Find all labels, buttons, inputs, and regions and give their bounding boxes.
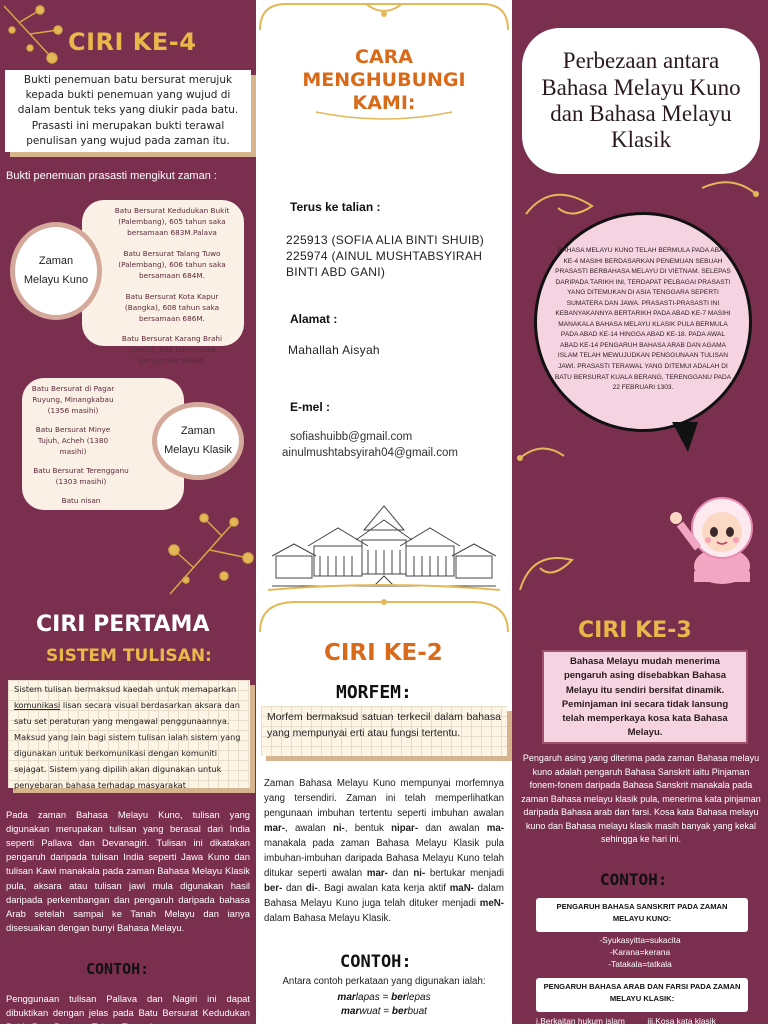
ciri-pertama-title: CIRI PERTAMA bbox=[36, 612, 210, 637]
arab-farsi-tag: PENGARUH BAHASA ARAB DAN FARSI PADA ZAMAN MELAYU KLASIK: bbox=[536, 978, 748, 1012]
para-text: dalam Bahasa Melayu Kuno juga telah dituker menjadi bbox=[264, 883, 504, 910]
example-row bbox=[256, 1006, 512, 1017]
kuno-prasasti-list bbox=[82, 200, 244, 366]
list-item: Batu Bersurat Karang Brahi (Jambi), 608 tahun saka bersamaan 686M. bbox=[121, 334, 223, 366]
badge-line: Zaman bbox=[180, 425, 216, 438]
example-text: buat bbox=[407, 1006, 427, 1017]
example-text: lapas = bbox=[355, 992, 392, 1003]
list-item: i.Berkaitan hukum islam bbox=[536, 1016, 625, 1026]
address-value: Mahallah Aisyah bbox=[288, 343, 380, 357]
pengaruh-asing-paragraph: Pengaruh asing yang diterima pada zaman Bahasa melayu kuno adalah pengaruh Bahasa Sanskrit iaitu Pinjaman fonem-fonem daripada Bahasa Sanskrit manakala pada zaman Bahasa melayu klasik pula, menerima kata pinjaman daripada Bahasa arab dan farsi. Kosa kata Bahasa melayu kuno dan Bahasa melayu klasik masih banyak yang kekal sehingga ke hari ini. bbox=[521, 753, 761, 844]
example-row bbox=[256, 992, 512, 1003]
affix: ni- bbox=[413, 868, 426, 880]
phone-numbers bbox=[286, 232, 484, 281]
prefix: ber bbox=[391, 992, 407, 1003]
affix: ni- bbox=[332, 823, 345, 835]
para-text: , bentuk bbox=[344, 823, 392, 835]
list-item: Batu Bersurat Talang Tuwo (Palembang), 606 tahun saka bersamaan 684M. bbox=[118, 248, 226, 280]
zaman-melayu-klasik-badge bbox=[152, 402, 244, 480]
prefix: mar bbox=[337, 992, 356, 1003]
email-label: E-mel : bbox=[290, 400, 331, 414]
contoh-heading: CONTOH: bbox=[86, 960, 150, 978]
morfem-paragraph bbox=[264, 776, 504, 926]
list-item: iii.Kosa kata klasik bbox=[647, 1016, 716, 1026]
list-item: Batu Bersurat di Pagar Ruyung, Minangkabau (1356 masihi) bbox=[31, 384, 115, 415]
affix: nipar- bbox=[391, 823, 419, 835]
komunikasi-link[interactable]: komunikasi bbox=[14, 699, 61, 710]
panel-ciri-ke-3 bbox=[512, 596, 768, 1024]
sanskrit-example-list bbox=[512, 934, 768, 971]
pengaruh-asing-box: Bahasa Melayu mudah menerima pengaruh asing disebabkan Bahasa Melayu itu sendiri bersifat dinamik. Peminjaman ini secara tidak lansung telah memperkaya kosa kata Bahasa Melayu. bbox=[542, 650, 748, 744]
ciri-ke-2-title: CIRI KE-2 bbox=[324, 640, 443, 666]
list-item: Batu nisan bbox=[61, 495, 101, 505]
address-label: Alamat : bbox=[290, 312, 338, 326]
contact-title-line: MENGHUBUNGI bbox=[302, 68, 466, 91]
list-item: Batu Bersurat Kedudukan Bukit (Palembang), 605 tahun saka bersamaan 683M.Palava bbox=[114, 206, 230, 237]
hijab-girl-illustration bbox=[668, 488, 764, 584]
example-text: wuat = bbox=[359, 1006, 392, 1017]
sistem-tulisan-definition bbox=[8, 680, 250, 788]
sistem-tulisan-subtitle: SISTEM TULISAN: bbox=[46, 646, 212, 666]
phone-label: Terus ke talian : bbox=[290, 200, 381, 214]
panel-ciri-pertama bbox=[0, 596, 256, 1033]
prefix: mar bbox=[341, 1006, 360, 1017]
affix: maN- bbox=[449, 883, 474, 895]
panel-ciri-ke-4 bbox=[0, 0, 256, 596]
phone-line: 225974 (AINUL MUSHTABSYIRAH bbox=[286, 249, 483, 264]
list-item: Batu Bersurat Minye Tujuh, Acheh (1380 masihi) bbox=[35, 424, 111, 456]
definition-text: Sistem tulisan bermaksud kaedah untuk memaparkan bbox=[14, 684, 237, 694]
badge-line: Zaman bbox=[38, 255, 74, 268]
email-link[interactable]: sofiashuibb@gmail.com bbox=[290, 431, 413, 443]
para-text: dan awalan bbox=[418, 823, 487, 835]
contoh-heading: CONTOH: bbox=[340, 952, 412, 972]
badge-line: Melayu Kuno bbox=[23, 274, 89, 286]
list-item: -Tatakala=tatkala bbox=[608, 959, 672, 970]
list-item: Batu Bersurat Kota Kapur (Bangka), 608 tahun saka bersamaan 686M. bbox=[124, 291, 220, 323]
para-text: dan bbox=[387, 868, 414, 880]
list-item: -Karana=kerana bbox=[609, 947, 671, 958]
gold-flower-decoration bbox=[164, 510, 256, 596]
ciri-ke-3-title: CIRI KE-3 bbox=[578, 618, 692, 643]
list-item: Batu Bersurat Terengganu (1303 masihi) bbox=[33, 465, 129, 486]
arab-example-list bbox=[536, 1016, 768, 1026]
gold-flower-decoration bbox=[0, 0, 70, 68]
para-text: dan bbox=[282, 883, 306, 895]
panel-contact bbox=[256, 0, 512, 596]
list-item: -Syukasyitta=sukacita bbox=[599, 935, 681, 945]
batu-bersurat-definition: Bukti penemuan batu bersurat merujuk kepada bukti penemuan yang wujud di dalam bentuk teks yang diukir pada batu. Prasasti ini merupakan bukti terawal penulisan yang wujud pada zaman itu. bbox=[5, 70, 251, 152]
zaman-melayu-kuno-badge bbox=[10, 222, 102, 320]
affix: ma- bbox=[486, 823, 504, 835]
ciri-ke-4-title: CIRI KE-4 bbox=[68, 28, 197, 56]
traditional-house-illustration bbox=[268, 500, 500, 592]
para-text: . Bagi awalan kata kerja aktif bbox=[317, 883, 450, 895]
phone-line: BINTI ABD GANI) bbox=[286, 265, 386, 280]
contact-title bbox=[256, 46, 512, 114]
example-text: lepas bbox=[406, 992, 431, 1003]
email-link[interactable]: ainulmushtabsyirah04@gmail.com bbox=[282, 447, 458, 460]
contact-title-line: KAMI: bbox=[352, 91, 416, 114]
para-text: Zaman Bahasa Melayu Kuno mempunyai morfemnya yang tersendiri. Zaman ini telah memperlihatkan pengunaan imbuhan tertentu seperti imbuhan awalan bbox=[264, 778, 504, 820]
para-text: dalam Bahasa Melayu Klasik. bbox=[264, 913, 392, 925]
email-list bbox=[282, 429, 458, 461]
contact-title-line: CARA bbox=[355, 46, 413, 68]
morfem-definition: Morfem bermaksud satuan terkecil dalam bahasa yang mempunyai erti atau fungsi tertentu. bbox=[261, 706, 507, 756]
definition-text: lisan secara visual berdasarkan aksara dan satu set peraturan yang mengawal penggunaannya. Maksud yang lain bagi sistem tulisan ialah sistem yang digunakan untuk berkomunikasi dengan komuniti sejagat. Sistem yang dipilih akan digunakan untuk penyebaran bahasa terhadap masyarakat bbox=[14, 699, 241, 790]
contoh-heading: CONTOH: bbox=[600, 870, 668, 889]
para-text: manakala pada zaman Bahasa Melayu Klasik pula imbuhan-imbuhan daripada Bahasa Melayu Kuno telah ditukar seperti awalan bbox=[264, 838, 504, 880]
panel-ciri-ke-2 bbox=[256, 596, 512, 1024]
affix: meN- bbox=[479, 898, 504, 910]
affix: di- bbox=[305, 883, 318, 895]
main-title-card bbox=[522, 28, 760, 174]
gold-frame-decoration bbox=[256, 596, 512, 636]
contoh-text: Penggunaan tulisan Pallava dan Nagiri ini dapat dibuktikan dengan jelas pada Batu Bersurat Kedudukan Bukit, Batu Bersurat Talang Tuwo dan bbox=[6, 993, 250, 1033]
affix: mar- bbox=[264, 823, 285, 835]
main-title: Perbezaan antara Bahasa Melayu Kuno dan Bahasa Melayu Klasik bbox=[541, 48, 741, 153]
speech-bubble-text: BAHASA MELAYU KUNO TELAH BERMULA PADA ABAD KE-4 MASIHI BERDASARKAN PENEMUAN SEBUAH PRASASTI BERBAHASA MELAYU DI VIETNAM. SELEPAS DARIPADA TARIKH INI, TERDAPAT PELBAGAI PRASASTI YANG DITEMUKAN DI ASIA TENGGARA SEPERTI SUMATERA DAN JAWA. PRASASTI-PRASASTI INI KEBANYAKANNYA BERTARIKH PADA ABAD KE-7 MASIHI MANAKALA BAHASA MELAYU KLASIK PULA BERMULA PADA ABAD KE-14 HINGGA ABAD KE-18. PADA AWAL ABAD KE-14 PENGARUH BAHASA ARAB DAN AGAMA ISLAM TELAH MEWUJUDKAN PENGGUNAAN TULISAN JAWI. PRASASTI TERAWAL YANG DITEMUI ADALAH DI BATU BERSURAT KUALA BERANG, TERENGGANU PADA 22 FEBRUARI 1303. bbox=[554, 247, 732, 392]
affix: mar- bbox=[366, 868, 388, 880]
affix: ber- bbox=[264, 883, 283, 895]
badge-line: Melayu Klasik bbox=[164, 444, 232, 456]
prasasti-heading: Bukti penemuan prasasti mengikut zaman : bbox=[6, 170, 217, 182]
contoh-intro: Antara contoh perkataan yang digunakan ialah: bbox=[282, 976, 486, 987]
morfem-heading: MORFEM: bbox=[336, 682, 412, 703]
sistem-tulisan-paragraph: Pada zaman Bahasa Melayu Kuno, tulisan yang digunakan merupakan tulisan yang berasal dari India seperti Pallava dan Devanagiri. Tulisan ini dikatakan pengaruh daripada tulisan India seperti Jawa Kuno dan tulisan Kawi manakala pada zaman Bahasa Melayu Klasik pula, aksara atau tulisan jawi mula digunakan hasil daripada perkembangan dan pengaruh daripada bahasa Arab setelah sampai ke Tanah Melayu dan ianya disesuaikan dengan bunyi Bahasa Melayu. bbox=[6, 809, 250, 933]
sanskrit-tag: PENGARUH BAHASA SANSKRIT PADA ZAMAN MELAYU KUNO: bbox=[536, 898, 748, 932]
para-text: bertukar menjadi bbox=[425, 868, 504, 880]
para-text: , awalan bbox=[285, 823, 333, 835]
prefix: ber bbox=[391, 1006, 408, 1017]
phone-line: 225913 (SOFIA ALIA BINTI SHUIB) bbox=[286, 233, 485, 247]
